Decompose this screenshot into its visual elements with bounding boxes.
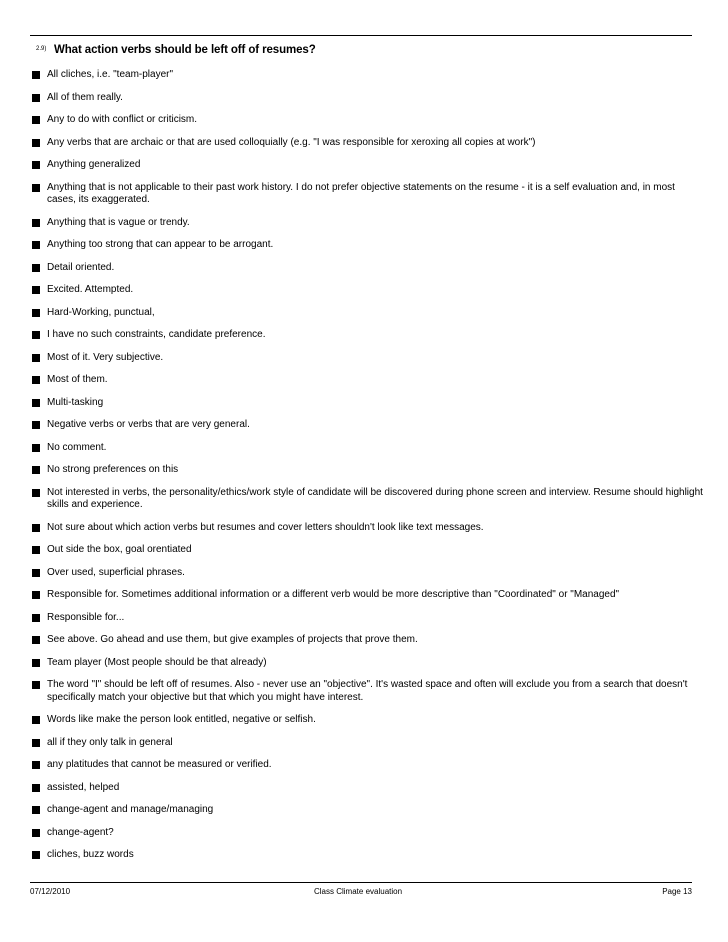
- footer-date: 07/12/2010: [30, 887, 71, 896]
- answer-text: assisted, helped: [47, 781, 120, 793]
- answer-item: [30, 657, 706, 670]
- square-bullet-icon: [32, 851, 40, 859]
- answer-item: [30, 567, 706, 580]
- answer-item: [30, 714, 706, 727]
- answer-text: I have no such constraints, candidate preference.: [47, 329, 266, 340]
- square-bullet-icon: [32, 421, 40, 429]
- answer-text: Team player (Most people should be that already): [47, 656, 267, 668]
- answer-item: [30, 239, 706, 252]
- answer-item: [30, 397, 706, 410]
- answer-item: [30, 307, 706, 320]
- answer-text: Over used, superficial phrases.: [47, 566, 185, 578]
- answer-item: [30, 159, 706, 172]
- answer-text: Detail oriented.: [47, 261, 115, 273]
- answer-item: [30, 487, 706, 512]
- answer-text: Any verbs that are archaic or that are used colloquially (e.g. "I was responsible for xeroxing all copies at work"): [47, 136, 536, 148]
- answer-item: [30, 92, 706, 105]
- answer-item: [30, 849, 706, 862]
- answer-text: Anything that is not applicable to their past work history. I do not prefer objective statements on the resume - it is a self evaluation and, in most cases, its exaggerated.: [47, 181, 675, 205]
- square-bullet-icon: [32, 524, 40, 532]
- square-bullet-icon: [32, 71, 40, 79]
- square-bullet-icon: [32, 331, 40, 339]
- square-bullet-icon: [32, 739, 40, 747]
- answer-text: Not interested in verbs, the personality/ethics/work style of candidate will be discovered during phone screen and interview. Resume should highlight skills and experience.: [47, 486, 703, 510]
- answer-item: [30, 262, 706, 275]
- square-bullet-icon: [32, 546, 40, 554]
- square-bullet-icon: [32, 784, 40, 792]
- answer-item: [30, 827, 706, 840]
- question-text: What action verbs should be left off of resumes?: [54, 44, 316, 56]
- answer-text: change-agent?: [47, 826, 114, 838]
- answer-text: Most of them.: [47, 374, 108, 385]
- square-bullet-icon: [32, 489, 40, 497]
- footer-rule: [30, 882, 692, 883]
- answer-text: Multi-tasking: [47, 396, 104, 408]
- square-bullet-icon: [32, 399, 40, 407]
- answer-text: Not sure about which action verbs but resumes and cover letters shouldn't look like text messages.: [47, 521, 484, 533]
- top-rule: [30, 35, 692, 36]
- answer-item: [30, 114, 706, 127]
- answer-text: cliches, buzz words: [47, 849, 134, 860]
- answer-item: [30, 759, 706, 772]
- square-bullet-icon: [32, 376, 40, 384]
- answer-text: Negative verbs or verbs that are very general.: [47, 419, 250, 430]
- square-bullet-icon: [32, 444, 40, 452]
- square-bullet-icon: [32, 591, 40, 599]
- answer-text: Any to do with conflict or criticism.: [47, 114, 198, 125]
- answer-text: The word "I" should be left off of resumes. Also - never use an "objective". It's wasted space and often will exclude you from a search that doesn't specifically match your objective but that which you might have interest.: [47, 679, 688, 703]
- square-bullet-icon: [32, 761, 40, 769]
- answer-text: Out side the box, goal orentiated: [47, 544, 192, 555]
- square-bullet-icon: [32, 354, 40, 362]
- answer-item: [30, 442, 706, 455]
- square-bullet-icon: [32, 309, 40, 317]
- answer-text: Most of it. Very subjective.: [47, 351, 164, 363]
- footer-title: Class Climate evaluation: [314, 887, 403, 896]
- answer-item: [30, 69, 706, 82]
- answer-text: Words like make the person look entitled, negative or selfish.: [47, 714, 316, 725]
- answer-text: Anything generalized: [47, 159, 141, 170]
- answer-item: [30, 634, 706, 647]
- square-bullet-icon: [32, 829, 40, 837]
- answer-text: Hard-Working, punctual,: [47, 306, 155, 318]
- square-bullet-icon: [32, 116, 40, 124]
- answer-text: All of them really.: [47, 91, 123, 103]
- answer-text: Responsible for...: [47, 611, 125, 623]
- answer-item: [30, 782, 706, 795]
- answer-text: Excited. Attempted.: [47, 284, 134, 295]
- answer-item: [30, 137, 706, 150]
- square-bullet-icon: [32, 94, 40, 102]
- answer-text: any platitudes that cannot be measured or verified.: [47, 759, 272, 770]
- page-number: Page 13: [662, 887, 692, 896]
- answer-item: [30, 679, 706, 704]
- answer-text: all if they only talk in general: [47, 736, 173, 748]
- answer-item: [30, 612, 706, 625]
- square-bullet-icon: [32, 466, 40, 474]
- square-bullet-icon: [32, 569, 40, 577]
- answer-item: [30, 544, 706, 557]
- answer-text: Responsible for. Sometimes additional information or a different verb would be more descriptive than "Coordinated" or "Managed": [47, 589, 620, 600]
- answer-list: [30, 69, 706, 872]
- answer-item: [30, 737, 706, 750]
- square-bullet-icon: [32, 219, 40, 227]
- answer-item: [30, 804, 706, 817]
- answer-item: [30, 419, 706, 432]
- answer-text: All cliches, i.e. "team-player": [47, 69, 174, 80]
- question-number: 2.9): [36, 46, 47, 52]
- square-bullet-icon: [32, 681, 40, 689]
- answer-text: No comment.: [47, 441, 107, 453]
- answer-text: change-agent and manage/managing: [47, 804, 214, 815]
- answer-item: [30, 522, 706, 535]
- answer-item: [30, 589, 706, 602]
- square-bullet-icon: [32, 614, 40, 622]
- answer-item: [30, 217, 706, 230]
- square-bullet-icon: [32, 716, 40, 724]
- square-bullet-icon: [32, 659, 40, 667]
- question-header: [30, 44, 692, 60]
- answer-text: See above. Go ahead and use them, but give examples of projects that prove them.: [47, 634, 418, 645]
- square-bullet-icon: [32, 139, 40, 147]
- square-bullet-icon: [32, 806, 40, 814]
- answer-item: [30, 182, 706, 207]
- answer-text: Anything that is vague or trendy.: [47, 216, 190, 228]
- square-bullet-icon: [32, 161, 40, 169]
- square-bullet-icon: [32, 636, 40, 644]
- square-bullet-icon: [32, 184, 40, 192]
- square-bullet-icon: [32, 264, 40, 272]
- answer-text: No strong preferences on this: [47, 464, 179, 475]
- answer-item: [30, 284, 706, 297]
- square-bullet-icon: [32, 286, 40, 294]
- answer-item: [30, 352, 706, 365]
- answer-text: Anything too strong that can appear to be arrogant.: [47, 239, 274, 250]
- answer-item: [30, 329, 706, 342]
- answer-item: [30, 464, 706, 477]
- answer-item: [30, 374, 706, 387]
- square-bullet-icon: [32, 241, 40, 249]
